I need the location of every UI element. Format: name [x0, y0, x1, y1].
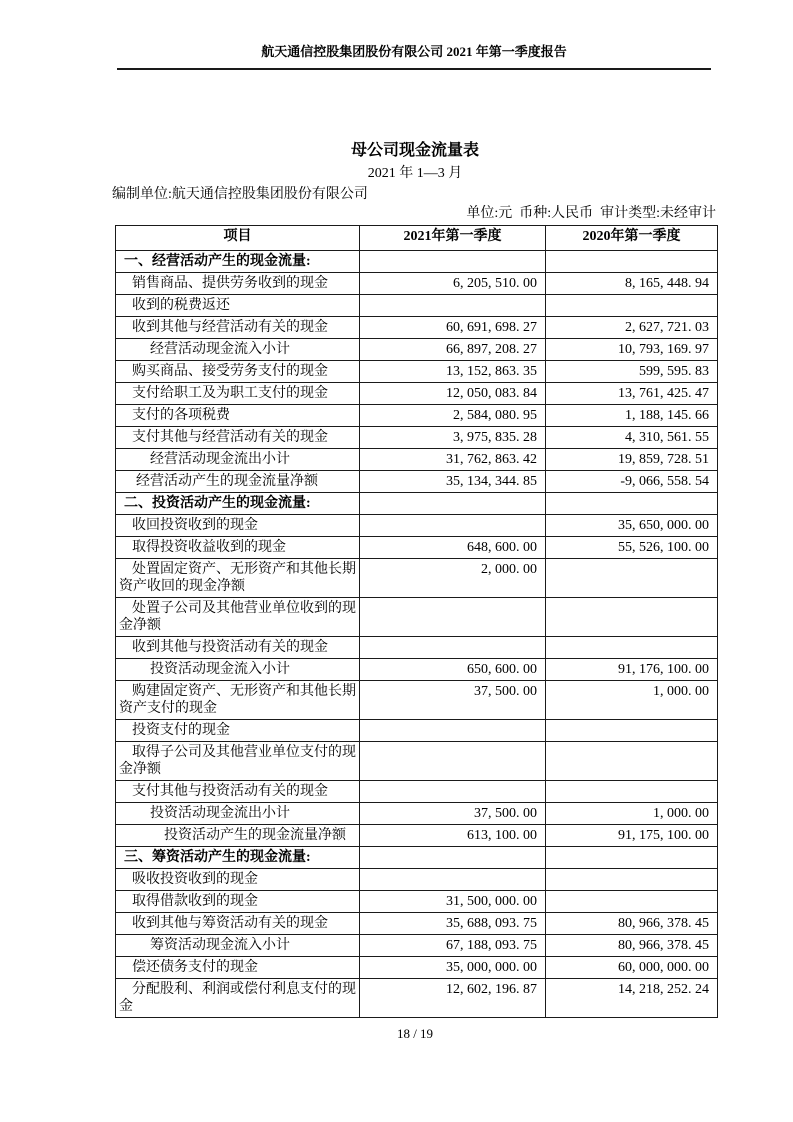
table-header-row: [116, 226, 718, 251]
row-label: 吸收投资收到的现金: [116, 869, 360, 891]
row-value-2020: 60, 000, 000. 00: [546, 957, 718, 979]
row-label: 销售商品、提供劳务收到的现金: [116, 273, 360, 295]
row-value-2020: 10, 793, 169. 97: [546, 339, 718, 361]
prepared-by: 编制单位:航天通信控股集团股份有限公司: [112, 187, 368, 202]
row-value-2021: 35, 688, 093. 75: [360, 913, 546, 935]
row-value-2020: 91, 175, 100. 00: [546, 825, 718, 847]
row-value-2021: 648, 600. 00: [360, 537, 546, 559]
row-value-2020: 80, 966, 378. 45: [546, 935, 718, 957]
row-value-2021: 2, 584, 080. 95: [360, 405, 546, 427]
row-value-2020: 55, 526, 100. 00: [546, 537, 718, 559]
row-value-2020: [546, 869, 718, 891]
table-row: [116, 383, 718, 405]
table-row: [116, 659, 718, 681]
row-label: 偿还债务支付的现金: [116, 957, 360, 979]
row-value-2020: [546, 720, 718, 742]
table-row: [116, 957, 718, 979]
row-value-2021: 67, 188, 093. 75: [360, 935, 546, 957]
row-value-2020: 19, 859, 728. 51: [546, 449, 718, 471]
table-row: [116, 295, 718, 317]
table-row: [116, 720, 718, 742]
row-value-2021: 3, 975, 835. 28: [360, 427, 546, 449]
row-value-2021: [360, 720, 546, 742]
row-value-2021: [360, 637, 546, 659]
statement-period: 2021 年 1—3 月: [367, 166, 463, 181]
row-value-2020: [546, 251, 718, 273]
row-value-2021: 66, 897, 208. 27: [360, 339, 546, 361]
row-label: 处置子公司及其他营业单位收到的现金净额: [116, 598, 360, 637]
table-row: [116, 361, 718, 383]
row-value-2020: [546, 493, 718, 515]
row-value-2021: 12, 602, 196. 87: [360, 979, 546, 1018]
row-value-2020: 35, 650, 000. 00: [546, 515, 718, 537]
row-value-2021: [360, 781, 546, 803]
row-label: 二、投资活动产生的现金流量:: [116, 493, 360, 515]
row-value-2021: 35, 000, 000. 00: [360, 957, 546, 979]
cash-flow-table-body: [116, 251, 718, 1018]
report-header-title: 航天通信控股集团股份有限公司 2021 年第一季度报告: [117, 44, 711, 70]
row-value-2020: 13, 761, 425. 47: [546, 383, 718, 405]
row-value-2021: [360, 847, 546, 869]
row-value-2021: 2, 000. 00: [360, 559, 546, 598]
table-row: [116, 891, 718, 913]
unit-currency-audit-meta: 单位:元 币种:人民币 审计类型:未经审计: [466, 206, 716, 221]
row-value-2020: 1, 000. 00: [546, 681, 718, 720]
row-value-2021: [360, 598, 546, 637]
row-label: 分配股利、利润或偿付利息支付的现金: [116, 979, 360, 1018]
row-label: 收回投资收到的现金: [116, 515, 360, 537]
row-label: 一、经营活动产生的现金流量:: [116, 251, 360, 273]
statement-title: 母公司现金流量表: [350, 142, 479, 159]
row-value-2020: -9, 066, 558. 54: [546, 471, 718, 493]
row-label: 三、筹资活动产生的现金流量:: [116, 847, 360, 869]
table-row: [116, 493, 718, 515]
row-label: 支付其他与投资活动有关的现金: [116, 781, 360, 803]
table-row: [116, 913, 718, 935]
row-value-2021: 650, 600. 00: [360, 659, 546, 681]
row-value-2020: 1, 000. 00: [546, 803, 718, 825]
table-row: [116, 515, 718, 537]
row-label: 支付给职工及为职工支付的现金: [116, 383, 360, 405]
table-row: [116, 781, 718, 803]
row-label: 购建固定资产、无形资产和其他长期资产支付的现金: [116, 681, 360, 720]
row-value-2021: [360, 742, 546, 781]
row-value-2021: 31, 500, 000. 00: [360, 891, 546, 913]
table-row: [116, 273, 718, 295]
table-row: [116, 537, 718, 559]
row-value-2021: [360, 493, 546, 515]
row-value-2021: 613, 100. 00: [360, 825, 546, 847]
row-value-2021: 13, 152, 863. 35: [360, 361, 546, 383]
row-label: 收到其他与筹资活动有关的现金: [116, 913, 360, 935]
row-value-2021: 35, 134, 344. 85: [360, 471, 546, 493]
table-row: [116, 869, 718, 891]
row-value-2021: [360, 295, 546, 317]
cash-flow-table: [115, 225, 718, 1018]
row-label: 投资活动产生的现金流量净额: [116, 825, 360, 847]
row-label: 投资活动现金流入小计: [116, 659, 360, 681]
row-label: 处置固定资产、无形资产和其他长期资产收回的现金净额: [116, 559, 360, 598]
row-label: 投资支付的现金: [116, 720, 360, 742]
table-row: [116, 637, 718, 659]
row-value-2020: 8, 165, 448. 94: [546, 273, 718, 295]
table-row: [116, 449, 718, 471]
row-value-2021: 37, 500. 00: [360, 681, 546, 720]
row-value-2020: 2, 627, 721. 03: [546, 317, 718, 339]
row-value-2020: [546, 637, 718, 659]
table-row: [116, 559, 718, 598]
row-value-2021: 6, 205, 510. 00: [360, 273, 546, 295]
row-value-2021: 37, 500. 00: [360, 803, 546, 825]
row-value-2020: [546, 295, 718, 317]
row-value-2021: 60, 691, 698. 27: [360, 317, 546, 339]
row-value-2020: [546, 781, 718, 803]
table-row: [116, 935, 718, 957]
row-label: 经营活动产生的现金流量净额: [116, 471, 360, 493]
row-value-2020: [546, 847, 718, 869]
table-row: [116, 681, 718, 720]
table-row: [116, 339, 718, 361]
row-value-2021: [360, 869, 546, 891]
table-row: [116, 471, 718, 493]
row-label: 购买商品、接受劳务支付的现金: [116, 361, 360, 383]
row-value-2021: [360, 515, 546, 537]
row-label: 支付的各项税费: [116, 405, 360, 427]
row-label: 投资活动现金流出小计: [116, 803, 360, 825]
row-label: 取得投资收益收到的现金: [116, 537, 360, 559]
row-value-2020: 599, 595. 83: [546, 361, 718, 383]
row-value-2021: 31, 762, 863. 42: [360, 449, 546, 471]
table-row: [116, 803, 718, 825]
row-value-2020: 4, 310, 561. 55: [546, 427, 718, 449]
row-value-2020: [546, 891, 718, 913]
row-label: 收到其他与投资活动有关的现金: [116, 637, 360, 659]
table-row: [116, 825, 718, 847]
table-row: [116, 742, 718, 781]
table-row: [116, 979, 718, 1018]
table-row: [116, 427, 718, 449]
column-header-2020q1: 2020年第一季度: [546, 226, 718, 251]
row-label: 收到的税费返还: [116, 295, 360, 317]
row-value-2021: [360, 251, 546, 273]
row-value-2020: 14, 218, 252. 24: [546, 979, 718, 1018]
row-value-2020: 1, 188, 145. 66: [546, 405, 718, 427]
row-value-2020: 91, 176, 100. 00: [546, 659, 718, 681]
row-label: 取得子公司及其他营业单位支付的现金净额: [116, 742, 360, 781]
column-header-2021q1: 2021年第一季度: [360, 226, 546, 251]
table-row: [116, 317, 718, 339]
page-number: 18 / 19: [396, 1026, 434, 1041]
row-label: 经营活动现金流出小计: [116, 449, 360, 471]
row-label: 经营活动现金流入小计: [116, 339, 360, 361]
row-value-2020: 80, 966, 378. 45: [546, 913, 718, 935]
table-row: [116, 847, 718, 869]
row-label: 筹资活动现金流入小计: [116, 935, 360, 957]
row-value-2021: 12, 050, 083. 84: [360, 383, 546, 405]
column-header-item: 项目: [116, 226, 360, 251]
table-row: [116, 251, 718, 273]
row-label: 取得借款收到的现金: [116, 891, 360, 913]
row-value-2020: [546, 598, 718, 637]
row-label: 支付其他与经营活动有关的现金: [116, 427, 360, 449]
row-label: 收到其他与经营活动有关的现金: [116, 317, 360, 339]
row-value-2020: [546, 742, 718, 781]
table-row: [116, 598, 718, 637]
table-row: [116, 405, 718, 427]
row-value-2020: [546, 559, 718, 598]
